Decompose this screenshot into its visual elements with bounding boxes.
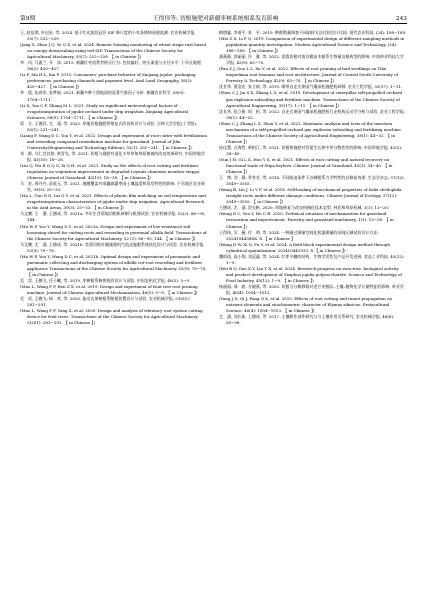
- reference-entry: 孙佳慧, 吉海哲, 黄相江, 等. 2021. 切根和施肥对苜蓿生长和中养分散性状的影响. 中国草地学报, 43(3): 34−40.: [219, 144, 403, 156]
- reference-entry: (Ma W P, You Y, Wang D C, et al. 2021b. Optimal design and experiment of pneumatic and pneumatic collecting and discharging system of alfalfa cut-root reseeding and fertilizer applicator. Transactions of the Chinese Society for Agricultural Machinery, 52(9): 70−78. 【 in Chinese 】): [20, 253, 207, 277]
- reference-entry: 刘 群, 乌仁其其格, 黄青先, 等. 2021. 切根与施肥对退化羊草草甸草原植被的改良效果研究. 中国草地学报, 43(10): 18−28.: [20, 150, 205, 162]
- reference-entry: (Li X, Yao C F, Zhang M L. 2021. Study on significant meteorological factors of evapotranspiration of jujube orchard under drip irrigation. Xinjiang Agricultural Sciences, 58(9): 1704−1711. 【 in Chinese 】): [20, 102, 189, 120]
- reference-entry: (Ma W P, Yoo Y, Wang D C, et al. 2021a. Design and experiment of low-resistance soil loosening shovel for cutting roots and reseeding in perennial alfalfa field. Transactions of the Chinese Society for Agricultural Machinery, 52 (2): 86−95, 144. 【 in Chinese 】): [20, 223, 207, 241]
- reference-entry: (Wang D W, Xi Q, Fu Y, et al. 2024. A field block experimental design method through cylindrical spatialization: 202410442933. X 【 in Chinese 】): [219, 241, 390, 253]
- reference-entry: 李 俊, 伍春华, 张梦丽. 2021. 新疆多种下滑地面的显著气象因子分析. 新疆农业科学, 58(9): 1704−1711.: [20, 90, 185, 102]
- page-number: 243: [395, 16, 407, 22]
- running-title: 王得伟等: 切根施肥对新疆枣树系统根系发育影响: [152, 16, 279, 22]
- header-rule: [20, 23, 407, 24]
- reference-entry: 马文鹏, 尤 涌, 王德成, 等. 2021b. 苜蓿切根补播施肥机气流式施肥系统优化设计与试验. 农业机械学报, 52(9): 70−78.: [20, 241, 205, 253]
- reference-entry: (Liang F, Wang D C, You Y, et al. 2022. Design and experiment of root-cutter with fertilization and reseeding compound remediation machine for grassland. Journal of Jilin University(Engineering and Technology Edition), 52(1): 231−241. 【 in Chinese 】): [20, 132, 207, 150]
- running-header: [20, 10, 407, 22]
- reference-entry: 沈长华, 贾浩宏, 张立新, 等. 2019. 喷带自走式果园气爆深松施肥机研制. 农业工程学报, 35(17): 1−11.: [219, 84, 403, 90]
- reference-entry: 尤 涌, 刘长新, 王德成, 等. 2017. 土壤耕作部件研究与与土壤作用关系研究. 农业机械学报, 48(6): 50−58.: [219, 314, 395, 326]
- reference-entry: 王, 赵佳琪, 叶启星, 等. 2024. 基于红光波段冠层 SIF 降尺度的小麦条锈病遥感监测. 农业机械学报, 55(7): 252−259.: [20, 30, 196, 42]
- issue-number: 第9期: [20, 16, 36, 22]
- left-reference-column: [20, 30, 208, 326]
- reference-entry: (Liu Q, Wu R Q Q G, Xi Q H, et al. 2021. Study on the effects of root cutting and fertilizer regulation on vegetation improvement in degraded Leymus chinensis meadow steppe. Chinese Journal of Grassland, 43(10): 18−28. 【 in Chinese 】): [20, 163, 201, 181]
- reference-entry: 毛 雷, 王鹏飞, 杨 欢, 等. 2020. 振动式果树根系断根装置设计与试验. 农业机械学报, 51(S1): 281−291.: [20, 296, 190, 308]
- reference-entry: 马 宏, 周丹丹, 苗欣元, 等. 2021. 地膜覆盖对南疆滴灌枣园土壤温度和蒸发特性的影响. 干旱地区农业研究, 39(3): 25−33.: [20, 181, 205, 193]
- reference-entry: 魏炳琦, 高小翔, 刘廷鑫, 等. 2024. 红枣多糖的结构、生物学活性及产品开发进展. 食品工业科技, 45(12): 1−9.: [219, 253, 405, 265]
- reference-entry: 雷 方, 王德武, 尤 涌, 等. 2022. 草地切根施肥养殖复式改良机设计与试验. 吉林大学学报(工学版), 52(1): 231−241.: [20, 120, 198, 132]
- reference-entry: (Mao L, Wang P F, Yang X, et al. 2020. Design and analysis of vibratory root system cutting device for fruit trees. Transactions of the Chinese Society for Agricultural Machinery, 51(S1): 281−291. 【 in Chinese 】): [20, 308, 203, 326]
- reference-entry: 王得伟, 吴 薇, 付 明, 等. 2024. 一种通过测量空间化机器测量的田间区域试验设计方法: 2024104438XX. X 【 in Chinese 】: [219, 229, 379, 241]
- reference-entry: (Wang D C, You Y, He C B. 2020. Technical situation of mechanization for grassland restoration and improvement. Forestry and grassland machinery, 1(1): 13−20. 【 in Chinese 】): [219, 211, 394, 229]
- reference-entry: 李 风, 马惠兰, 开 沛. 2015. 新疆红枣消费者购买行为: 包装偏好、购买渠道与支付水平. 干旱区地理, 38(2): 420−427.: [20, 60, 203, 72]
- reference-entry: 潘燕静, 郭丽丽, 许 雅, 等. 2022. 雷霞切根对南京椴苗木根系生物量及根构型的影响. 中南林业科技大学学报, 42(9): 63−70.: [219, 54, 404, 66]
- reference-entry: (Sun J H, Gi L X, Huo Y S, et al. 2021. Effects of root cutting and natural recovery on functional traits of Stipa krylovii. Chinese Journal of Grassland, 43(3): 34−40. 【 in Chinese 】): [219, 156, 393, 175]
- reference-entry: (Mao L, Wang P F, Ren Z X, et al. 2019. Design and experiment of fruit tree root pruning machine. Journal of Chinese Agricultural Mechanization, 40(5): 5−9. 【 in Chinese 】): [20, 283, 198, 296]
- reference-entry: (Ma L, Guo D D, Lai Q Y, et al. 2021. Effects of plastic film mulching on soil temperature and evapotranspiration characteristics of jujube under drip irrigation. Agricultural Research in the Arid Areas, 39(3): 25−33. 【 in Chinese 】): [20, 193, 206, 211]
- reference-entry: (Wei B Q, Gao X Y, Liu T X, et al. 2024. Research progress on structure, biological activity and product development of Ziziphus jujuba polysaccharide. Science and Technology of Food Industry, 45(12): 1−9. 【 in Chinese 】): [219, 265, 402, 283]
- reference-entry: 梅增鑫, 李道平, 张 平. 2019. 种群数量调查不同取样方法比较设计比较. 现代农业科技, (24): 188−189.: [219, 30, 407, 35]
- reference-entry: (Shen C J, Jia S X, Zhang L X, et al. 2019. Development of caterpillar self-propelled orchard gas explosion subsoiling and fertilizer machine. Transactions of the Chinese Society of Agricultural Engineering, 35(17): 1−11. 【 in Chinese 】): [219, 90, 403, 108]
- right-reference-column: [219, 30, 407, 326]
- reference-entry: 马文鹏, 王 潘, 王德成, 等. 2021a. 多年生苜蓿地切根机研制与机理试验. 农业机械学报, 52(2): 86−95, 144.: [20, 211, 206, 223]
- reference-entry: (Mei Z X, Li F Q. 2019. Comparison of experimental design of different sampling methods in population quantity investigation. Modern Agricultural Science and Technology, (24): 188−189. 【 in Chinese 】): [219, 36, 405, 54]
- reference-entry: (Wang B, Liu J, Li Y F, et al. 2018. Self-healing of mechanical properties of Salix cheilophila straight roots under different damage conditions. Chinese Journal of Ecology, 37(12): 3549−3555. 【 in Chinese 】): [219, 187, 402, 205]
- reference-entry: (Li F, Ma H L, Kai P. 2015. Consumers' purchase behavior of Xinjiang jujube: packaging preferences, purchasing channels and payment level. Arid Land Geography, 38(2): 420−427. 【 in Chinese 】): [20, 72, 196, 90]
- reference-entry: (Yang J D, Qi J, Fang Q X, et al. 2025. Effects of root cutting and ramet propagation on nutrient elements and stoichiometric character of Elymus sibiricus. Pratacultural Science, 40(4): 1004−1013. 【 in Chinese 】): [219, 296, 392, 314]
- reference-entry: (Pan Z J, Guo L L, Xu Y, et al. 2022. Effects of root pruning of bud seedlings on Tilia miqueliana root biomass and root architecture. Journal of Central South University of Forestry & Technology, 42(9): 63−70. 【 in Chinese 】): [219, 66, 398, 84]
- reference-entry: (Jang X, Zhao J Q, Ye Q X, et al. 2024. Remote Sensing monitoring of wheat stripe rust based on canopy downscaling using red SIF. Transactions of the Chinese Society for Agricultural Machinery, 55(7): 252−259. 【 in Chinese 】): [20, 42, 207, 60]
- reference-entry: 毛 雷, 王鹏飞, 任子曦, 等. 2019. 枣树根系修剪机的设计与试验. 中国农机化学报, 40(5): 5−9.: [20, 277, 191, 283]
- reference-entry: 王德成, 尤 涌, 贺长彬. 2020. 草地修复与改良机械化技术态势. 林业和草原机械, 1(1): 13−20.: [219, 205, 390, 211]
- reference-entry: 沈长华, 张立新, 周 松, 等. 2022. 自走式果园气爆深松施肥机行走机构运动学分析与试验. 农业工程学报, 38(1): 44−52.: [219, 108, 406, 120]
- reference-entry: 杨丽丽, 邢 皓, 方晓燕, 等. 2025. 切根与分株移栽对老芒麦根际–土壤–植物化学计量特征的影响. 草业学报, 40(4): 1004−1013.: [219, 283, 404, 296]
- reference-entry: (Shen C J, Zhang L X, Zhou Y, et al. 2022. Kinematic analysis and tests of the insertion mechanism of a self-propelled orchard gas explosion subsoiling and fertilizing machine. Transactions of the Chinese Society of Agricultural Engineering, 38(1): 44−52. 【 in Chinese 】): [219, 120, 403, 144]
- reference-entry: 王 博, 刘 静, 季有芳, 等. 2018. 不同胁迫条件下沙棘根系力学特性的自修复效果. 生态学杂志, 37(12): 3549−3555.: [219, 175, 405, 187]
